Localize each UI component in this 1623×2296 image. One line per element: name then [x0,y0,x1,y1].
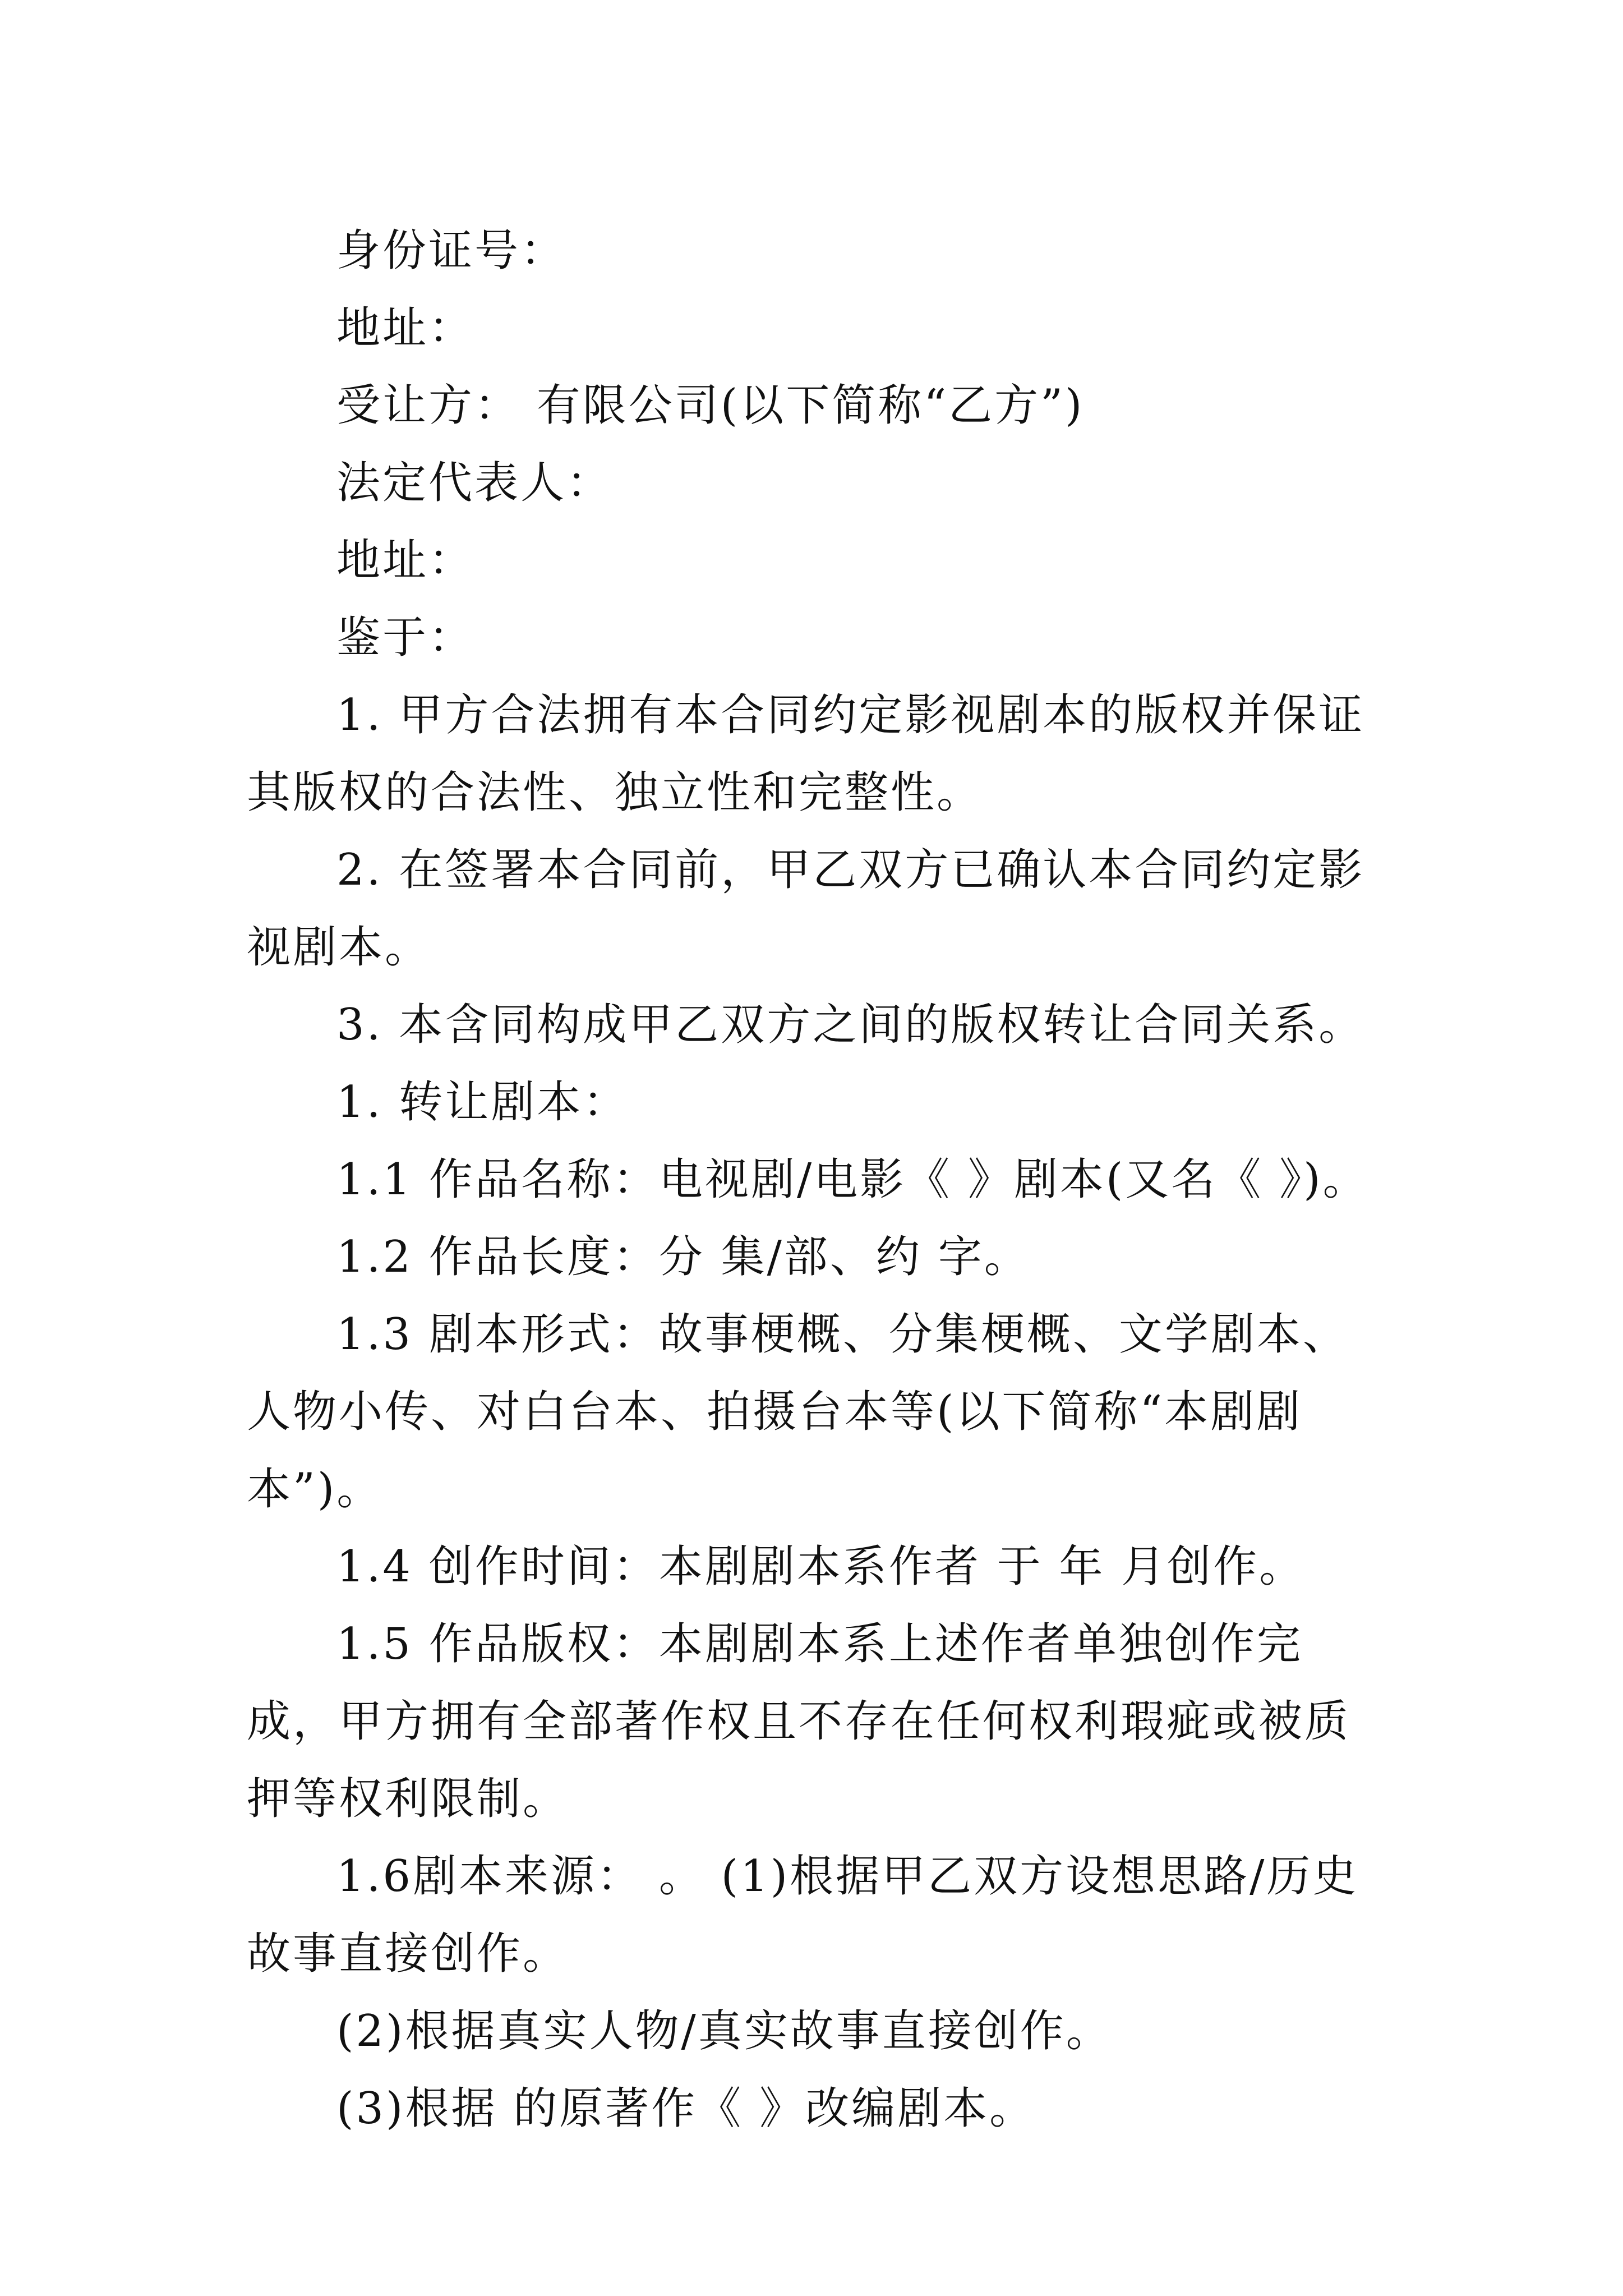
whereas-clause-3: 3. 本含同构成甲乙双方之间的版权转让合同关系。 [336,1000,1365,1050]
whereas-clause-1: 1. 甲方合法拥有本合同约定影视剧本的版权并保证其版权的合法性、独立性和完整性。 [247,690,1365,818]
clause-1-6: 1.6剧本来源： 。 (1)根据甲乙双方设想思路/历史故事直接创作。 [247,1851,1359,1979]
clause-1-2: 1.2 作品长度：分 集/部、约 字。 [336,1232,1030,1282]
clause-1-1: 1.1 作品名称：电视剧/电影《 》剧本(又名《 》)。 [336,1154,1369,1205]
id-number-line: 身份证号： [336,226,567,276]
transferee-address-line: 地址： [336,535,475,586]
clause-1-4: 1.4 创作时间：本剧剧本系作者 于 年 月创作。 [336,1542,1306,1592]
clause-1-5: 1.5 作品版权：本剧剧本系上述作者单独创作完成，甲方拥有全部著作权且不存在任何权利瑕疵或被质押等权利限制。 [247,1619,1351,1824]
address-line: 地址： [336,303,475,353]
whereas-clause-2: 2. 在签署本合同前，甲乙双方已确认本合同约定影视剧本。 [247,845,1365,973]
source-option-2: (2)根据真实人物/真实故事直接创作。 [336,2006,1112,2056]
legal-representative-line: 法定代表人： [336,458,613,508]
transferee-line: 受让方： 有限公司(以下简称“乙方”) [336,380,1085,431]
document-body [247,212,1391,2147]
source-option-3: (3)根据 的原著作《 》改编剧本。 [336,2083,1036,2134]
whereas-heading: 鉴于： [336,613,475,663]
clause-1-3: 1.3 剧本形式：故事梗概、分集梗概、文学剧本、人物小传、对白台本、拍摄台本等(以下简称“本剧剧本”)。 [247,1309,1349,1515]
section-1-heading: 1. 转让剧本： [336,1077,629,1128]
